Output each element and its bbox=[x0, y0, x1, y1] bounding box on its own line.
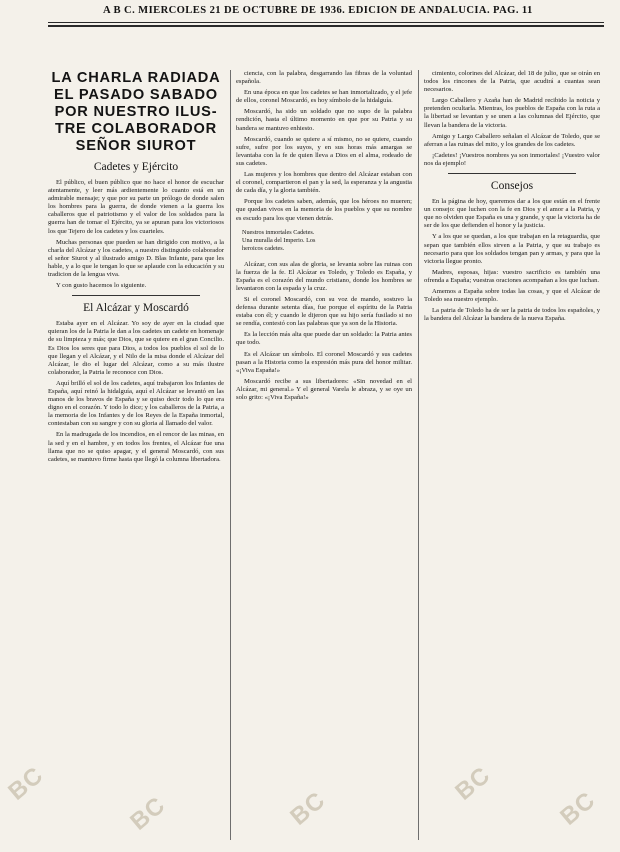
column-rule bbox=[230, 70, 231, 840]
headline-line: SEÑOR SIUROT bbox=[75, 138, 197, 154]
article-paragraph: Porque los cadetes saben, además, que los héroes no mueren; que quedan vivos en la memoria de los pueblos y que su nombre es escudo para los que vienen detrás. bbox=[236, 198, 412, 222]
article-paragraph: Amigo y Largo Caballero señalan el Alcázar de Toledo, que se aferran a las ruinas del mito, y los grandes de los cadetes. bbox=[424, 132, 600, 148]
article-paragraph: ciencia, con la palabra, desgarrando las fibras de la voluntad española. bbox=[236, 70, 412, 86]
article-paragraph: En la madrugada de los incendios, en el rencor de las minas, en la sed y en el hambre, y en todos los frentes, el Alcázar fue una llama que no se quiso apagar, y el general Moscardó, con sus cadetes, se mantuvo firme hasta que llegó la columna libertadora. bbox=[48, 431, 224, 463]
article-paragraph: Es la lección más alta que puede dar un soldado: la Patria antes que todo. bbox=[236, 331, 412, 347]
article-paragraph: Madres, esposas, hijas: vuestro sacrificio es también una ofrenda a España; vuestras oraciones acompañan a los que luchan. bbox=[424, 268, 600, 284]
column-rule bbox=[418, 70, 419, 840]
article-paragraph: Es el Alcázar un símbolo. El coronel Moscardó y sus cadetes pasan a la Historia como la expresión más pura del honor militar. «¡Viva España!» bbox=[236, 350, 412, 374]
article-paragraph: cimiento, colorines del Alcázar, del 18 de julio, que se oirán en todos los rincones de la Patria, que acudirá a cuantas sean necesarios. bbox=[424, 70, 600, 94]
article-paragraph: El público, el buen público que no hace el honor de escuchar atentamente, y leer más ardientemente lo cuanto está en un admirable mensaje; y que por su parte un prólogo de donde salen los hombres para la guerra, de donde vienen a la guerra los caballeros que el patriotismo y el valor de los soldados para la guerra han de tomar el Ejército, ya se apuran para los victoriosos los que Tejero de los cadetes y los cuarteles. bbox=[48, 179, 224, 235]
column-2 bbox=[236, 70, 412, 845]
article-paragraph: Estaba ayer en el Alcázar. Yo soy de ayer en la ciudad que quieran los de la Patria le dan a los cadetes un cadete en homenaje de su limpieza y más; que Dios, que se quiere en el gran Concilio. Es Dios los seres que para Dios, a todos los pueblos el sol de lo que llegan y el Alcázar, y el Nilo de la misa donde el Alcázar del Alcázar, le dio el lugar del Alcázar, como a su más ilustre colaborador, la Patria le reconoce con Dios. bbox=[48, 320, 224, 376]
column-1 bbox=[48, 70, 224, 845]
article-paragraph: ¡Cadetes! ¡Vuestros nombres ya son inmortales! ¡Vuestro valor nos da ejemplo! bbox=[424, 151, 600, 167]
article-paragraph: Amemos a España sobre todas las cosas, y que el Alcázar de Toledo sea nuestro ejemplo. bbox=[424, 287, 600, 304]
watermark-stamp: BC bbox=[3, 761, 49, 806]
article-paragraph: En una época en que los cadetes se han inmortalizado, y el jefe de ellos, coronel Moscardó, es hoy símbolo de la hidalguía. bbox=[236, 89, 412, 105]
watermark-stamp: BC bbox=[285, 786, 331, 831]
header-rule-bottom bbox=[48, 25, 604, 27]
section-divider bbox=[448, 173, 576, 174]
article-paragraph: Alcázar, con sus alas de gloria, se levanta sobre las ruinas con la fuerza de la fe. El Alcázar es Toledo, y Toledo es España, y España es el corazón del mundo cristiano, donde los hombres se levantaron con la espada y la cruz. bbox=[236, 260, 412, 292]
article-paragraph: La patria de Toledo ha de ser la patria de todos los españoles, y la bandera del Alcázar la bandera de la nueva España. bbox=[424, 307, 600, 323]
article-paragraph: Muchas personas que pueden se han dirigido con motivo, a la charla del Alcázar y los cadetes, a nuestro distinguido colaborador el señor Siurot y al ilustrado amigo D. Blas Infante, para que les hable, y a lo que le tengan lo que se aplaude con la educación y su tradicion de la lengua viva. bbox=[48, 238, 224, 279]
article-paragraph: Moscardó, ha sido un soldado que no supo de la palabra rendición, hasta el último momento en que por su Patria y su bandera se mantuvo enhiesto. bbox=[236, 108, 412, 132]
headline-line: TRE COLABORADOR bbox=[55, 121, 217, 137]
watermark-stamp: BC bbox=[450, 761, 496, 806]
headline-line: LA CHARLA RADIADA bbox=[51, 70, 221, 86]
section-title-consejos: Consejos bbox=[490, 180, 534, 193]
section-title-cadetes: Cadetes y Ejército bbox=[93, 161, 179, 173]
article-paragraph: Moscardó, cuando se quiere a sí mismo, no se quiere, cuando sufre, sufre por los suyos, y en sus horas más amargas se levantaba con la fe de quien lleva a Dios en el alma, rodeado de sus cadetes. bbox=[236, 135, 412, 167]
article-paragraph: Moscardó recibe a sus libertadores: «Sin novedad en el Alcázar, mi general.» Y el general Varela le abraza, y se oye un solo grito: «¡Viva España!» bbox=[236, 377, 412, 401]
article-paragraph: Y a los que se quedan, a los que trabajan en la retaguardia, que sepan que también ellos sirven a la Patria, y que su trabajo es necesario para que los soldados tengan pan y armas, y para que la victoria llegue pronto. bbox=[424, 233, 600, 265]
article-paragraph: Aquí brilló el sol de los cadetes, aquí trabajaron los Infantes de España, aquí reinó la hidalguía, aquí el Alcázar se levantó en las manos de los bravos de España y se quiso decir todo lo que era digno en el corazón. Y todo lo dice; y los caballeros de la Patria, a la memoria de los Infantes y de los Reyes de la España inmortal, contestaban con su sangre y con su gloria al llamado del valor. bbox=[48, 379, 224, 428]
page-header: A B C. MIERCOLES 21 DE OCTUBRE DE 1936. EDICION DE ANDALUCIA. PAG. 11 bbox=[103, 5, 533, 16]
watermark-stamp: BC bbox=[555, 786, 601, 831]
article-paragraph: Y con gusto hacemos lo siguiente. bbox=[56, 282, 147, 290]
quote-line: Una muralla del Imperio. Los bbox=[242, 236, 316, 244]
section-title-alcazar: El Alcázar y Moscardó bbox=[83, 302, 189, 315]
headline-line: EL PASADO SABADO bbox=[54, 87, 218, 103]
header-rule-top bbox=[48, 22, 604, 23]
quote-line: Nuestros inmortales Cadetes. bbox=[242, 228, 315, 236]
pull-quote bbox=[242, 229, 406, 253]
quote-line: heroicos cadetes. bbox=[242, 244, 285, 252]
article-paragraph: Las mujeres y los hombres que dentro del Alcázar estaban con el coronel, compartieron el pan y la sed, la esperanza y la angustia de cada día, y la gloria también. bbox=[236, 171, 412, 195]
section-divider bbox=[72, 295, 200, 296]
article-paragraph: Largo Caballero y Azaña han de Madrid recibido la noticia y pretenden ocultarla. Mientras, los pueblos de España con la ruta a la libertad se levantan y se unen a las columnas del Ejército, que llevan la bandera de la victoria. bbox=[424, 97, 600, 129]
column-3 bbox=[424, 70, 600, 845]
watermark-stamp: BC bbox=[125, 791, 171, 836]
article-paragraph: En la página de hoy, queremos dar a los que están en el frente un consejo: que luchen con la fe en Dios y el amor a la Patria, y que no olviden que España es una y grande, y que la victoria ha de ser de los que defienden el honor y la justicia. bbox=[424, 198, 600, 230]
main-headline bbox=[48, 70, 224, 155]
headline-line: POR NUESTRO ILUS- bbox=[54, 104, 218, 120]
article-paragraph: Si el coronel Moscardó, con su voz de mando, sostuvo la defensa durante setenta días, fue porque el espíritu de la Patria estaba con él; y cuando le dijeron que su hijo sería fusilado si no se rendía, contestó con las palabras que ya son de la Historia. bbox=[236, 295, 412, 328]
